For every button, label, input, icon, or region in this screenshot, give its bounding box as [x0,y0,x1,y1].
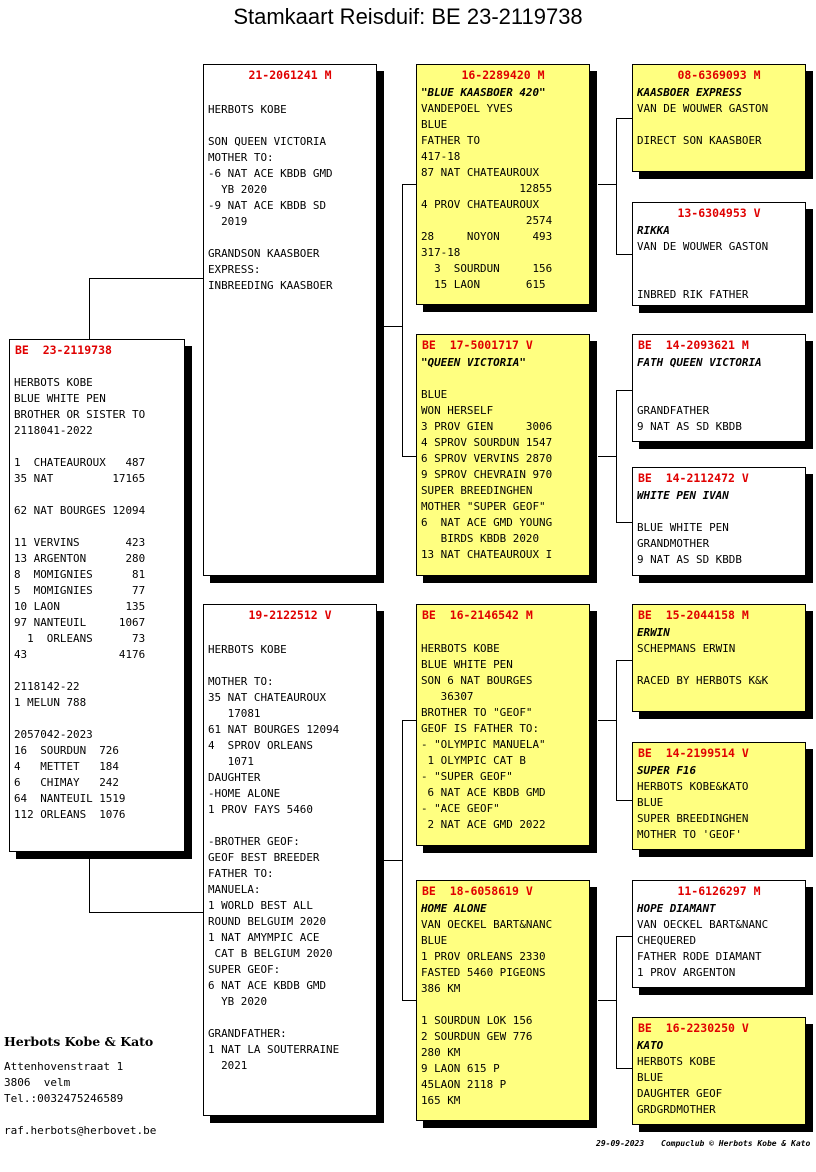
card-line: VAN DE WOUWER GASTON [637,102,769,115]
card-line: MOTHER TO: [208,151,274,164]
card-line: BLUE [637,1071,664,1084]
card-line: SON QUEEN VICTORIA [208,135,327,148]
owner-email[interactable]: raf.herbots@herbovet.be [4,1124,157,1137]
card-line [421,997,587,1013]
card-line: 9 NAT AS SD KBDB [637,420,742,433]
card-line: SUPER F16 [637,764,697,777]
card-line: MANUELA: [208,883,261,896]
card-line: 2 NAT ACE GMD 2022 [421,818,546,831]
card-line [637,657,803,673]
card-line: INBREEDING KAASBOER [208,279,333,292]
card-line: BLUE [421,934,448,947]
pedigree-card-subject [9,339,185,852]
pedigree-card-ffm [632,202,806,306]
card-body [421,85,587,293]
pedigree-card-ff [416,64,590,305]
card-line: SUPER GEOF: [208,963,281,976]
card-line: 165 KM [421,1094,461,1107]
card-line: 13 ARGENTON 280 [14,552,146,565]
card-line [208,1010,374,1026]
card-line [14,519,182,535]
card-line: MOTHER TO: [208,675,274,688]
card-body [421,625,587,833]
card-line: 3 SOURDUN 156 [421,262,553,275]
page-title: Stamkaart Reisduif: BE 23-2119738 [233,4,583,29]
footer-credit: Compuclub © Herbots Kobe & Kato [661,1139,811,1148]
card-line: GRANDMOTHER [637,537,710,550]
card-line: FATHER RODE DIAMANT [637,950,762,963]
card-line: SCHEPMANS ERWIN [637,642,736,655]
card-line: 28 NOYON 493 [421,230,553,243]
connector-line [89,912,203,913]
ring-number: BE 15-2044158 M [638,608,749,622]
connector-line [616,118,632,119]
connector-line [598,456,616,457]
card-line: 2574 [421,214,553,227]
card-line: 2057042-2023 [14,728,93,741]
card-line: 1 SOURDUN LOK 156 [421,1014,533,1027]
card-line: 6 NAT ACE KBDB GMD [208,979,327,992]
connector-line [402,720,403,1000]
card-line [14,359,182,375]
card-line: FATHER TO: [208,867,274,880]
owner-city: 3806 velm [4,1076,71,1089]
card-body [14,359,182,823]
card-line: GRDGRDMOTHER [637,1103,716,1116]
card-body [637,223,803,303]
ring-number: BE 16-2230250 V [638,1021,749,1035]
card-line: "QUEEN VICTORIA" [421,356,526,369]
owner-street: Attenhovenstraat 1 [4,1060,124,1073]
card-line: BLUE WHITE PEN [421,658,513,671]
card-line: 1071 [208,755,254,768]
card-line: 8 MOMIGNIES 81 [14,568,146,581]
card-line [208,626,374,642]
card-body [421,355,587,563]
card-body [421,901,587,1109]
card-line: DAUGHTER [208,771,261,784]
card-line: - "ACE GEOF" [421,802,500,815]
pedigree-card-mmf [632,880,806,988]
card-line: SUPER BREEDINGHEN [637,812,749,825]
ring-number: BE 18-6058619 V [422,884,533,898]
card-line: 317-18 [421,246,461,259]
connector-line [616,1068,632,1069]
card-line: 13 NAT CHATEAUROUX I [421,548,553,561]
connector-line [616,522,632,523]
card-line: 4 METTET 184 [14,760,119,773]
card-body [637,488,803,568]
connector-line [402,184,416,185]
card-body [637,1038,803,1118]
connector-line [402,456,416,457]
card-line: -6 NAT ACE KBDB GMD [208,167,333,180]
card-line: 87 NAT CHATEAUROUX [421,166,540,179]
connector-line [89,278,90,340]
card-line: -BROTHER GEOF: [208,835,300,848]
card-line: INBRED RIK FATHER [637,288,749,301]
card-line: 4 SPROV SOURDUN 1547 [421,436,553,449]
card-line [14,487,182,503]
connector-line [616,800,632,801]
pedigree-card-mother [203,604,377,1116]
card-line [208,658,374,674]
pedigree-card-fmf [632,334,806,442]
pedigree-card-fm [416,334,590,576]
card-line: 6 NAT ACE KBDB GMD [421,786,546,799]
connector-line [598,1000,616,1001]
card-line [14,439,182,455]
pedigree-card-fff [632,64,806,172]
card-body [637,85,803,149]
card-line: 9 SPROV CHEVRAIN 970 [421,468,553,481]
card-body [637,763,803,843]
card-line: DAUGHTER GEOF [637,1087,723,1100]
card-body [208,626,374,1074]
pedigree-card-mm [416,880,590,1121]
card-line: 11 VERVINS 423 [14,536,146,549]
card-line: YB 2020 [208,183,268,196]
card-line: VAN OECKEL BART&NANC [421,918,553,931]
card-line [637,255,803,271]
card-line [637,371,803,387]
card-line: 12855 [421,182,553,195]
card-line: KATO [637,1039,664,1052]
connector-line [616,390,632,391]
connector-line [616,936,632,937]
card-line: 15 LAON 615 [421,278,546,291]
card-line [421,371,587,387]
connector-line [598,184,616,185]
card-line: SON 6 NAT BOURGES [421,674,533,687]
card-line: BROTHER TO "GEOF" [421,706,533,719]
card-line: 2118041-2022 [14,424,93,437]
card-line: MOTHER "SUPER GEOF" [421,500,546,513]
card-line: 1 OLYMPIC CAT B [421,754,526,767]
card-line: 2021 [208,1059,248,1072]
card-line: 1 ORLEANS 73 [14,632,146,645]
card-line: BIRDS KBDB 2020 [421,532,540,545]
connector-line [616,390,617,522]
connector-line [616,660,632,661]
card-line: CHEQUERED [637,934,697,947]
card-line [208,118,374,134]
connector-line [402,1000,416,1001]
connector-line [89,858,90,912]
card-body [637,625,803,689]
card-line: VAN OECKEL BART&NANC [637,918,769,931]
card-line: 1 NAT AMYMPIC ACE [208,931,320,944]
card-line: - "OLYMPIC MANUELA" [421,738,546,751]
card-line: 1 PROV FAYS 5460 [208,803,313,816]
card-line: 6 SPROV VERVINS 2870 [421,452,553,465]
card-line: 386 KM [421,982,461,995]
card-line: 1 PROV ORLEANS 2330 [421,950,546,963]
card-line: 6 CHIMAY 242 [14,776,119,789]
card-line: BLUE [637,796,664,809]
connector-line [598,720,616,721]
card-line [14,663,182,679]
card-line [637,271,803,287]
card-line: 1 WORLD BEST ALL [208,899,313,912]
pedigree-card-father [203,64,377,576]
card-line [637,387,803,403]
card-line: GEOF BEST BREEDER [208,851,320,864]
card-line: 1 CHATEAUROUX 487 [14,456,146,469]
owner-phone: Tel.:0032475246589 [4,1092,124,1105]
card-line: 10 LAON 135 [14,600,146,613]
pedigree-card-fmm [632,467,806,576]
card-body [208,86,374,294]
ring-number: 13-6304953 V [677,206,761,220]
card-line: 17081 [208,707,261,720]
card-line: 4 PROV CHATEAUROUX [421,198,540,211]
connector-line [616,660,617,800]
card-line: 35 NAT 17165 [14,472,146,485]
card-line: EXPRESS: [208,263,261,276]
card-line: WON HERSELF [421,404,494,417]
card-line: YB 2020 [208,995,268,1008]
card-line: VANDEPOEL YVES [421,102,513,115]
card-line: 417-18 [421,150,461,163]
card-line: GRANDFATHER: [208,1027,287,1040]
connector-line [616,254,632,255]
card-line: 9 NAT AS SD KBDB [637,553,742,566]
card-line: HERBOTS KOBE [637,1055,716,1068]
card-line: "BLUE KAASBOER 420" [421,86,546,99]
connector-line [402,720,416,721]
card-line: 64 NANTEUIL 1519 [14,792,126,805]
card-line [208,86,374,102]
pedigree-card-mf [416,604,590,846]
ring-number: BE 14-2199514 V [638,746,749,760]
card-line: CAT B BELGIUM 2020 [208,947,333,960]
card-line: ROUND BELGUIM 2020 [208,915,327,928]
card-line: 2 SOURDUN GEW 776 [421,1030,533,1043]
ring-number: BE 23-2119738 [15,343,112,357]
connector-line [384,326,402,327]
card-line: 36307 [421,690,474,703]
card-line [208,230,374,246]
card-line: HERBOTS KOBE [208,103,287,116]
card-line: SUPER BREEDINGHEN [421,484,533,497]
card-line: GRANDFATHER [637,404,710,417]
card-line: FATHER TO [421,134,481,147]
card-line: 62 NAT BOURGES 12094 [14,504,146,517]
card-line: 45LAON 2118 P [421,1078,507,1091]
card-line: 1 NAT LA SOUTERRAINE [208,1043,340,1056]
card-line: MOTHER TO 'GEOF' [637,828,742,841]
ring-number: 08-6369093 M [677,68,761,82]
card-line: 6 NAT ACE GMD YOUNG [421,516,553,529]
connector-line [384,860,402,861]
ring-number: 11-6126297 M [677,884,761,898]
card-line: GRANDSON KAASBOER [208,247,320,260]
ring-number: 19-2122512 V [248,608,332,622]
ring-number: 16-2289420 M [461,68,545,82]
card-line: HERBOTS KOBE [208,643,287,656]
print-date: 29-09-2023 [596,1139,645,1148]
card-line: FASTED 5460 PIGEONS [421,966,546,979]
card-line: 4 SPROV ORLEANS [208,739,313,752]
card-line: 112 ORLEANS 1076 [14,808,126,821]
card-line: HOME ALONE [421,902,487,915]
card-line: 9 LAON 615 P [421,1062,500,1075]
card-line: RIKKA [637,224,670,237]
card-line: 35 NAT CHATEAUROUX [208,691,327,704]
ring-number: BE 17-5001717 V [422,338,533,352]
connector-line [402,184,403,456]
card-line: 5 MOMIGNIES 77 [14,584,146,597]
card-line [14,711,182,727]
pedigree-card-mmm [632,1017,806,1125]
card-line: ERWIN [637,626,670,639]
card-line: -HOME ALONE [208,787,281,800]
pedigree-card-mff [632,604,806,712]
card-line [208,818,374,834]
pedigree-card-mfm [632,742,806,850]
card-line: 16 SOURDUN 726 [14,744,119,757]
card-line [637,504,803,520]
ring-number: BE 16-2146542 M [422,608,533,622]
card-line: - "SUPER GEOF" [421,770,513,783]
card-line: GEOF IS FATHER TO: [421,722,540,735]
card-line [637,117,803,133]
ring-number: BE 14-2093621 M [638,338,749,352]
card-line: BLUE [421,388,448,401]
card-line: DIRECT SON KAASBOER [637,134,762,147]
card-line: 43 4176 [14,648,146,661]
ring-number: 21-2061241 M [248,68,332,82]
card-line: 97 NANTEUIL 1067 [14,616,146,629]
card-line: 280 KM [421,1046,461,1059]
card-line: HERBOTS KOBE [421,642,500,655]
card-line: -9 NAT ACE KBDB SD [208,199,327,212]
connector-line [616,118,617,254]
card-body [637,355,803,435]
card-line: KAASBOER EXPRESS [637,86,742,99]
card-body [637,901,803,981]
connector-line [89,278,203,279]
card-line: WHITE PEN IVAN [637,489,729,502]
card-line: 2019 [208,215,248,228]
card-line: FATH QUEEN VICTORIA [637,356,762,369]
card-line: BLUE WHITE PEN [637,521,729,534]
owner-name: Herbots Kobe & Kato [4,1034,154,1049]
card-line: BLUE WHITE PEN [14,392,106,405]
card-line: 1 PROV ARGENTON [637,966,736,979]
card-line: 61 NAT BOURGES 12094 [208,723,340,736]
card-line: BLUE [421,118,448,131]
card-line: VAN DE WOUWER GASTON [637,240,769,253]
card-line: 1 MELUN 788 [14,696,87,709]
card-line: BROTHER OR SISTER TO [14,408,146,421]
card-line: HOPE DIAMANT [637,902,716,915]
card-line: RACED BY HERBOTS K&K [637,674,769,687]
connector-line [616,936,617,1068]
card-line: 2118142-22 [14,680,80,693]
card-line: HERBOTS KOBE [14,376,93,389]
card-line [421,625,587,641]
card-line: 3 PROV GIEN 3006 [421,420,553,433]
ring-number: BE 14-2112472 V [638,471,749,485]
card-line: HERBOTS KOBE&KATO [637,780,749,793]
